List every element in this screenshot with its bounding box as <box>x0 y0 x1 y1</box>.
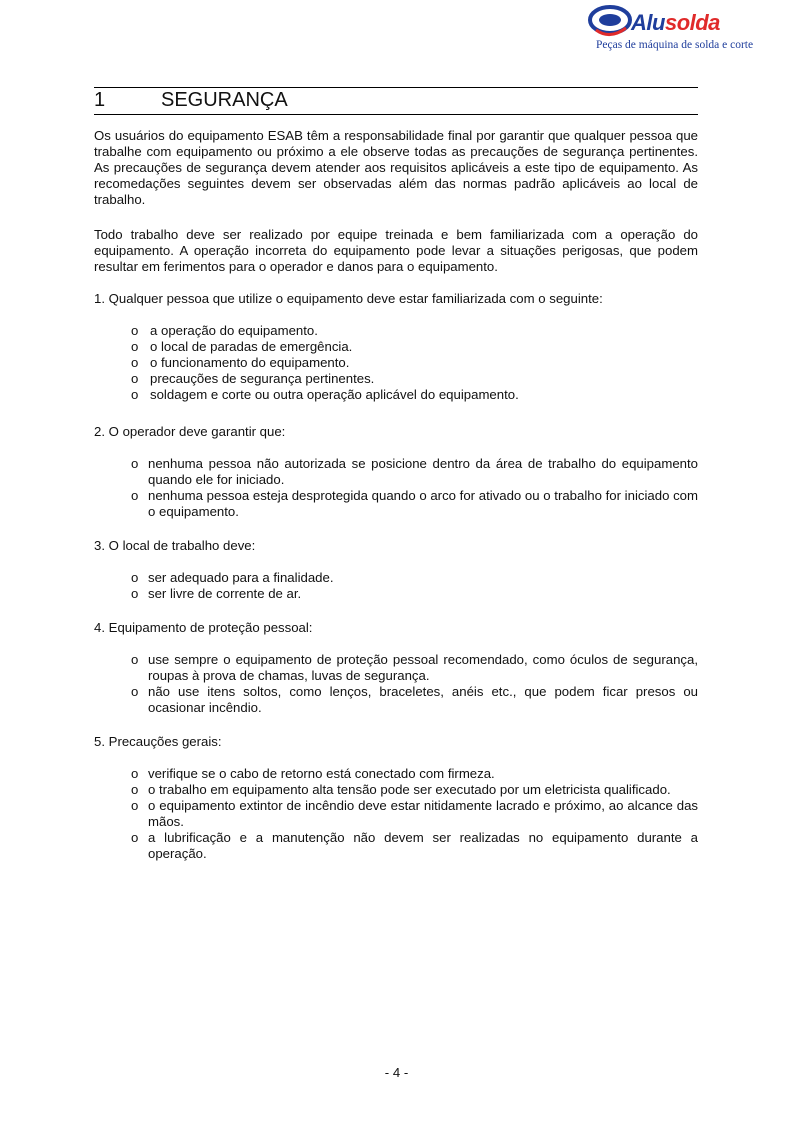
bullet-circle-icon: o <box>131 570 139 585</box>
subsection-4-list <box>131 652 698 716</box>
subsection-4-heading: 4. Equipamento de proteção pessoal: <box>94 620 313 635</box>
bullet-circle-icon: o <box>131 782 139 797</box>
list-item: o verifique se o cabo de retorno está conectado com firmeza. <box>131 766 495 781</box>
bullet-circle-icon: o <box>131 355 139 370</box>
list-item: o a lubrificação e a manutenção não devem ser realizadas no equipamento durante a operação. <box>131 830 698 861</box>
bullet-circle-icon: o <box>131 684 139 699</box>
list-item: o soldagem e corte ou outra operação aplicável do equipamento. <box>131 387 519 402</box>
bullet-circle-icon: o <box>131 456 139 471</box>
subsection-3-list <box>131 570 698 602</box>
bullet-circle-icon: o <box>131 798 139 813</box>
logo-emblem-icon <box>588 4 632 38</box>
bullet-circle-icon: o <box>131 371 139 386</box>
heading-top-rule <box>94 87 698 88</box>
section-heading <box>94 89 288 112</box>
subsection-5-list <box>131 766 698 862</box>
intro-paragraph: Os usuários do equipamento ESAB têm a responsabilidade final por garantir que qualquer pessoa que trabalhe com equipamento ou próximo a ele observe todas as precauções de segurança pertinentes. As precauções de segurança devem atender aos requisitos aplicáveis a este tipo de equipamento. As recomedações seguintes devem ser observadas além das normas padrão aplicáveis ao local de trabalho. <box>94 128 698 207</box>
section-number: 1 <box>94 89 106 111</box>
list-item: o o equipamento extintor de incêndio deve estar nitidamente lacrado e próximo, ao alcance das mãos. <box>131 798 698 829</box>
bullet-circle-icon: o <box>131 830 139 845</box>
bullet-circle-icon: o <box>131 488 139 503</box>
list-item: o a operação do equipamento. <box>131 323 318 338</box>
list-item: o o local de paradas de emergência. <box>131 339 353 354</box>
list-item: o não use itens soltos, como lenços, braceletes, anéis etc., que podem ficar presos ou ocasionar incêndio. <box>131 684 698 715</box>
subsection-3-heading: 3. O local de trabalho deve: <box>94 538 256 553</box>
subsection-5-heading: 5. Precauções gerais: <box>94 734 222 749</box>
list-item: o o funcionamento do equipamento. <box>131 355 350 370</box>
subsection-1-heading: 1. Qualquer pessoa que utilize o equipamento deve estar familiarizada com o seguinte: <box>94 291 603 306</box>
list-item: o use sempre o equipamento de proteção pessoal recomendado, como óculos de segurança, roupas à prova de chamas, luvas de segurança. <box>131 652 698 683</box>
list-item: o ser livre de corrente de ar. <box>131 586 302 601</box>
bullet-circle-icon: o <box>131 586 139 601</box>
list-item: o ser adequado para a finalidade. <box>131 570 334 585</box>
section-title: SEGURANÇA <box>161 89 288 111</box>
subsection-2-heading: 2. O operador deve garantir que: <box>94 424 286 439</box>
heading-bottom-rule <box>94 114 698 115</box>
bullet-circle-icon: o <box>131 323 139 338</box>
bullet-circle-icon: o <box>131 387 139 402</box>
alusolda-logo <box>588 4 754 54</box>
training-paragraph: Todo trabalho deve ser realizado por equipe treinada e bem familiarizada com a operação do equipamento. A operação incorreta do equipamento pode levar a situações perigosas, que podem resultar em ferimentos para o operador e danos para o equipamento. <box>94 227 698 274</box>
bullet-circle-icon: o <box>131 766 139 781</box>
subsection-1-list <box>131 323 698 403</box>
list-item: o o trabalho em equipamento alta tensão pode ser executado por um eletricista qualificado. <box>131 782 671 797</box>
logo-wordmark: Alusolda <box>631 10 720 35</box>
bullet-circle-icon: o <box>131 652 139 667</box>
list-item: o precauções de segurança pertinentes. <box>131 371 375 386</box>
page-number: - 4 - <box>384 1065 409 1080</box>
subsection-2-list <box>131 456 698 520</box>
list-item: o nenhuma pessoa não autorizada se posicione dentro da área de trabalho do equipamento quando ele for iniciado. <box>131 456 698 487</box>
bullet-circle-icon: o <box>131 339 139 354</box>
logo-tagline: Peças de máquina de solda e corte <box>596 39 754 51</box>
list-item: o nenhuma pessoa esteja desprotegida quando o arco for ativado ou o trabalho for iniciado com o equipamento. <box>131 488 698 519</box>
